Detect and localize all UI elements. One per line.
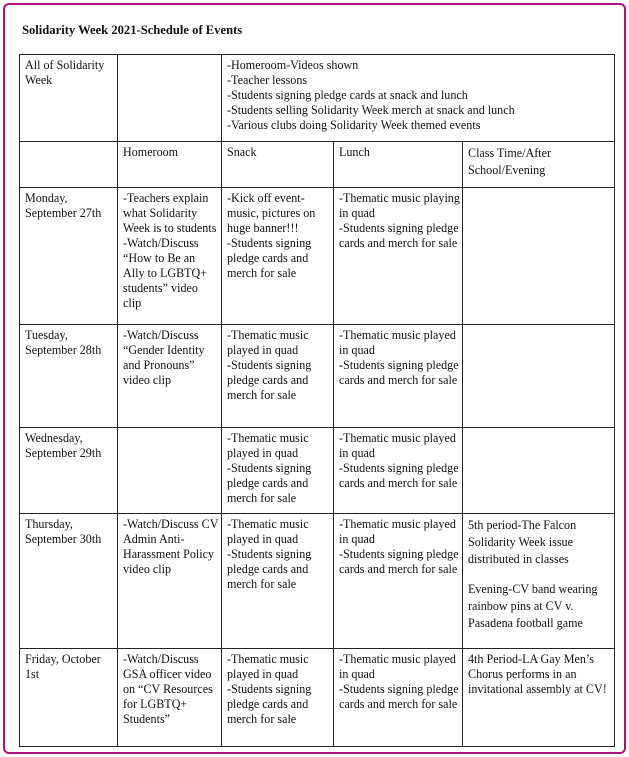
summary-item: -Students signing pledge cards at snack and lunch xyxy=(227,88,468,102)
table-row xyxy=(20,188,615,325)
row-snack: -Thematic music played in quad -Students signing pledge cards and merch for sale xyxy=(222,514,334,649)
row-homeroom: -Watch/Discuss CV Admin Anti-Harassment Policy video clip xyxy=(118,514,222,649)
summary-item: -Various clubs doing Solidarity Week themed events xyxy=(227,118,481,132)
row-snack: -Kick off event- music, pictures on huge banner!!! -Students signing pledge cards and merch for sale xyxy=(222,188,334,325)
row-class-time xyxy=(463,188,615,325)
header-lunch: Lunch xyxy=(334,142,463,188)
row-day: Wednesday, September 29th xyxy=(20,428,118,514)
row-class-time: 5th period-The Falcon Solidarity Week issue distributed in classes Evening-CV band wearing rainbow pins at CV v. Pasadena football game xyxy=(463,514,615,649)
header-row xyxy=(20,142,615,188)
header-snack: Snack xyxy=(222,142,334,188)
row-day: Friday, October 1st xyxy=(20,649,118,747)
schedule-table xyxy=(19,54,615,747)
table-row xyxy=(20,514,615,649)
header-class-time: Class Time/After School/Evening xyxy=(463,142,615,188)
table-row xyxy=(20,649,615,747)
row-lunch: -Thematic music played in quad -Students signing pledge cards and merch for sale xyxy=(334,325,463,428)
row-class-time xyxy=(463,325,615,428)
row-snack: -Thematic music played in quad -Students signing pledge cards and merch for sale xyxy=(222,428,334,514)
summary-row xyxy=(20,55,615,142)
document-title: Solidarity Week 2021-Schedule of Events xyxy=(22,23,243,37)
row-homeroom: -Watch/Discuss GSA officer video on “CV Resources for LGBTQ+ Students” xyxy=(118,649,222,747)
row-snack: -Thematic music played in quad -Students signing pledge cards and merch for sale xyxy=(222,325,334,428)
summary-item: -Homeroom-Videos shown xyxy=(227,58,359,72)
row-homeroom: -Watch/Discuss “Gender Identity and Pronouns” video clip xyxy=(118,325,222,428)
row-homeroom xyxy=(118,428,222,514)
row-lunch: -Thematic music played in quad -Students signing pledge cards and merch for sale xyxy=(334,428,463,514)
summary-items xyxy=(222,55,615,142)
row-lunch: -Thematic music played in quad -Students signing pledge cards and merch for sale xyxy=(334,649,463,747)
row-day: Monday, September 27th xyxy=(20,188,118,325)
header-day xyxy=(20,142,118,188)
row-day: Tuesday, September 28th xyxy=(20,325,118,428)
row-homeroom: -Teachers explain what Solidarity Week is to students -Watch/Discuss “How to Be an Ally to LGBTQ+ students” video clip xyxy=(118,188,222,325)
summary-label: All of Solidarity Week xyxy=(20,55,118,142)
summary-item: -Teacher lessons xyxy=(227,73,308,87)
table-row xyxy=(20,428,615,514)
row-snack: -Thematic music played in quad -Students signing pledge cards and merch for sale xyxy=(222,649,334,747)
row-lunch: -Thematic music playing in quad -Students signing pledge cards and merch for sale xyxy=(334,188,463,325)
summary-empty-cell xyxy=(118,55,222,142)
row-day: Thursday, September 30th xyxy=(20,514,118,649)
row-class-time: 4th Period-LA Gay Men’s Chorus performs in an invitational assembly at CV! xyxy=(463,649,615,747)
header-homeroom: Homeroom xyxy=(118,142,222,188)
table-row xyxy=(20,325,615,428)
row-lunch: -Thematic music played in quad -Students signing pledge cards and merch for sale xyxy=(334,514,463,649)
summary-item: -Students selling Solidarity Week merch at snack and lunch xyxy=(227,103,515,117)
row-class-time xyxy=(463,428,615,514)
